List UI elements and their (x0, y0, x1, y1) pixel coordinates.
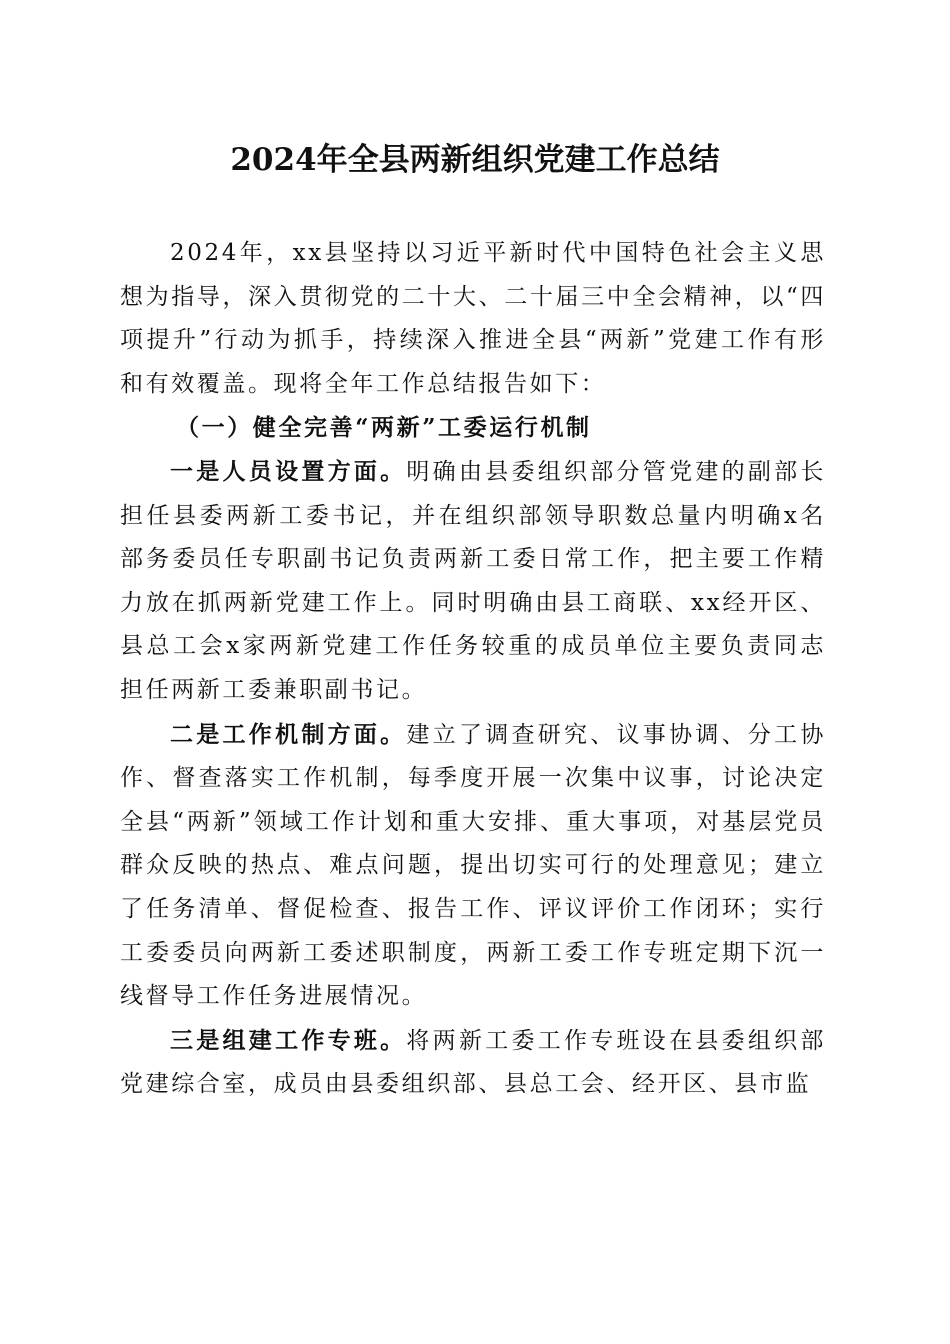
paragraph-text: 将两新工委工作专班设在县委组织部党建综合室，成员由县委组织部、县总工会、经开区、县市监 (120, 1027, 826, 1098)
paragraph-text: 建立了调查研究、议事协调、分工协作、督查落实工作机制，每季度开展一次集中议事，讨论决定全县“两新”领域工作计划和重大安排、重大事项，对基层党员群众反映的热点、难点问题，提出切实可行的处理意见；建立了任务清单、督促检查、报告工作、评议评价工作闭环；实行工委委员向两新工委述职制度，两新工委工作专班定期下沉一线督导工作任务进展情况。 (120, 721, 826, 1010)
paragraph-text: 明确由县委组织部分管党建的副部长担任县委两新工委书记，并在组织部领导职数总量内明确x名部务委员任专职副书记负责两新工委日常工作，把主要工作精力放在抓两新党建工作上。同时明确由县工商联、xx经开区、县总工会x家两新党建工作任务较重的成员单位主要负责同志担任两新工委兼职副书记。 (120, 458, 826, 703)
paragraph-lead: 三是组建工作专班。 (170, 1026, 407, 1054)
paragraph-personnel (120, 450, 826, 713)
paragraph-task-force (120, 1019, 826, 1107)
paragraph-lead: 一是人员设置方面。 (170, 457, 407, 485)
paragraph-mechanism (120, 713, 826, 1019)
paragraph-lead: 二是工作机制方面。 (170, 720, 407, 748)
document-title: 2024年全县两新组织党建工作总结 (230, 142, 720, 178)
section-heading-1: （一）健全完善“两新”工委运行机制 (176, 414, 592, 442)
intro-paragraph: 2024年，xx县坚持以习近平新时代中国特色社会主义思想为指导，深入贯彻党的二十大、二十届三中全会精神，以“四项提升”行动为抓手，持续深入推进全县“两新”党建工作有形和有效覆盖。现将全年工作总结报告如下： (120, 240, 826, 397)
document-body (120, 232, 826, 1107)
